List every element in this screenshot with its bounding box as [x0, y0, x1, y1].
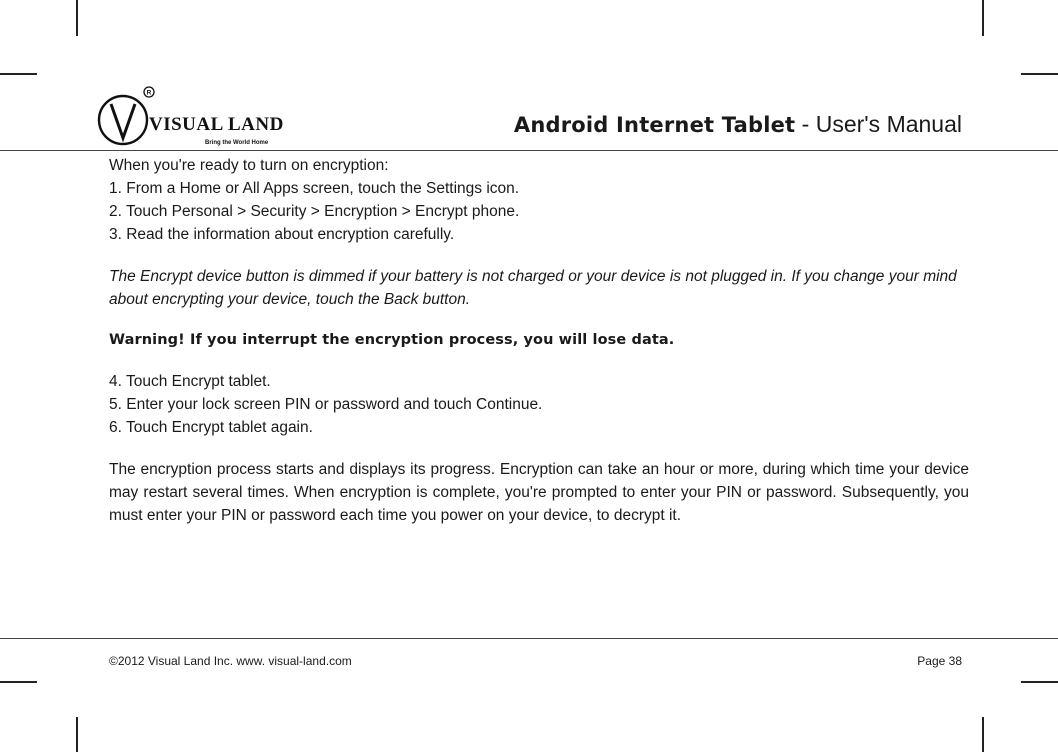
manual-title-suffix: - User's Manual — [795, 111, 962, 137]
step-4: 4. Touch Encrypt tablet. — [109, 373, 271, 390]
crop-mark-right-lower — [1021, 681, 1058, 683]
crop-mark-top-left — [76, 0, 78, 36]
warning-text: Warning! If you interrupt the encryption process, you will lose data. — [109, 332, 675, 348]
crop-mark-left-upper — [0, 73, 37, 75]
crop-mark-right-upper — [1021, 73, 1058, 75]
note-text: The Encrypt device button is dimmed if your battery is not charged or your device is not plugged in. If you change your mind about encrypting your device, touch the Back button. — [109, 268, 957, 308]
manual-title — [514, 113, 962, 136]
manual-body — [109, 154, 969, 527]
brand-logo — [97, 84, 327, 152]
svg-text:R: R — [146, 89, 152, 97]
page-number: Page 38 — [917, 654, 962, 668]
logo-tagline: Bring the World Home — [205, 140, 269, 146]
logo-wordmark: VISUAL LAND — [149, 114, 284, 135]
footer-copyright: ©2012 Visual Land Inc. www. visual-land.com — [109, 654, 352, 668]
crop-mark-top-right — [982, 0, 984, 36]
intro-text: When you're ready to turn on encryption: — [109, 157, 389, 174]
step-6: 6. Touch Encrypt tablet again. — [109, 419, 313, 436]
crop-mark-bottom-left — [76, 717, 78, 752]
closing-paragraph: The encryption process starts and displays its progress. Encryption can take an hour or more, during which time your device may restart several times. When encryption is complete, you're prompted to enter your PIN or password. Subsequently, you must enter your PIN or password each time you power on your device, to decrypt it. — [109, 461, 969, 524]
crop-mark-bottom-right — [982, 717, 984, 752]
manual-title-product: Android Internet Tablet — [513, 113, 796, 137]
footer-divider — [0, 638, 1058, 639]
step-5: 5. Enter your lock screen PIN or password and touch Continue. — [109, 396, 543, 413]
crop-mark-left-lower — [0, 681, 37, 683]
step-3: 3. Read the information about encryption carefully. — [109, 226, 455, 243]
header-divider — [0, 150, 1058, 151]
step-2: 2. Touch Personal > Security > Encryption > Encrypt phone. — [109, 203, 520, 220]
step-1: 1. From a Home or All Apps screen, touch the Settings icon. — [109, 180, 520, 197]
